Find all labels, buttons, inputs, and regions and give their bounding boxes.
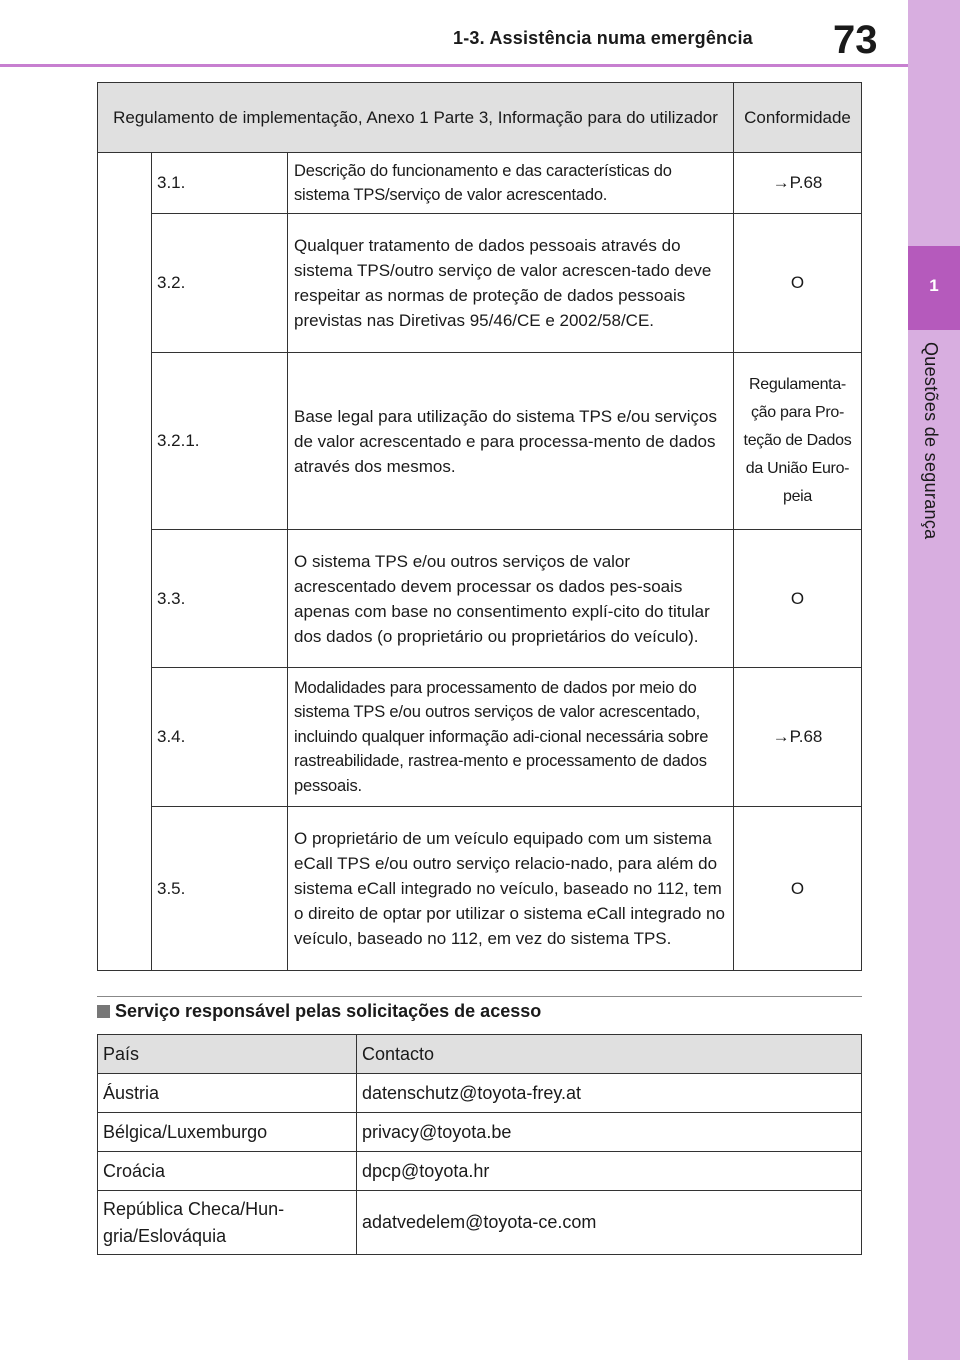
header-conformity: Conformidade	[734, 83, 862, 153]
row-description: Base legal para utilização do sistema TPS e/ou serviços de valor acrescentado e para processa-mento de dados através dos mesmos.	[288, 353, 734, 530]
row-description: Qualquer tratamento de dados pessoais através do sistema TPS/outro serviço de valor acrescen-tado deve respeitar as normas de proteção de dados pessoais previstas nas Diretivas 95/46/CE e 2002/58/CE.	[288, 214, 734, 353]
country-cell: Áustria	[98, 1074, 357, 1113]
row-conformity: Regulamenta-ção para Pro-teção de Dados da União Euro-peia	[734, 353, 862, 530]
section-divider	[97, 996, 862, 997]
row-number: 3.1.	[152, 153, 288, 214]
contact-cell: dpcp@toyota.hr	[357, 1152, 862, 1191]
row-conformity: →P.68	[734, 668, 862, 807]
table-row	[98, 1152, 862, 1191]
row-conformity: O	[734, 807, 862, 971]
contact-cell: datenschutz@toyota-frey.at	[357, 1074, 862, 1113]
table-header-row	[98, 83, 862, 153]
row-number: 3.2.1.	[152, 353, 288, 530]
header-divider	[0, 64, 908, 67]
section-heading-text: Serviço responsável pelas solicitações de acesso	[115, 1001, 542, 1021]
country-cell: Bélgica/Luxemburgo	[98, 1113, 357, 1152]
row-number: 3.5.	[152, 807, 288, 971]
table-row	[98, 530, 862, 668]
row-description: Descrição do funcionamento e das características do sistema TPS/serviço de valor acrescentado.	[288, 153, 734, 214]
chapter-number: 1	[929, 276, 939, 295]
table-row	[98, 353, 862, 530]
row-description: Modalidades para processamento de dados por meio do sistema TPS e/ou outros serviços de valor acrescentado, incluindo qualquer informação adi-cional necessária sobre rastreabilidade, rastrea-mento e processamento de dados pessoais.	[288, 668, 734, 807]
blank-column	[98, 153, 152, 971]
contact-cell: privacy@toyota.be	[357, 1113, 862, 1152]
country-cell: República Checa/Hun-gria/Eslováquia	[98, 1191, 357, 1255]
contact-table	[97, 1034, 862, 1255]
row-conformity: →P.68	[734, 153, 862, 214]
section-heading	[97, 1001, 541, 1022]
bullet-square-icon	[97, 1005, 110, 1018]
section-title: 1-3. Assistência numa emergência	[453, 28, 753, 48]
chapter-label: Questões de segurança	[921, 342, 941, 540]
header-country: País	[98, 1035, 357, 1074]
header-contact: Contacto	[357, 1035, 862, 1074]
regulation-table	[97, 82, 862, 971]
contact-cell: adatvedelem@toyota-ce.com	[357, 1191, 862, 1255]
table-row	[98, 1074, 862, 1113]
table-row	[98, 1191, 862, 1255]
row-number: 3.3.	[152, 530, 288, 668]
country-cell: Croácia	[98, 1152, 357, 1191]
row-description: O proprietário de um veículo equipado com um sistema eCall TPS e/ou outro serviço relacio-nado, para além do sistema eCall integrado no veículo, baseado no 112, tem o direito de optar por utilizar o sistema eCall integrado no veículo, baseado no 112, em vez do sistema TPS.	[288, 807, 734, 971]
chapter-side-tab	[908, 0, 960, 1360]
header-description: Regulamento de implementação, Anexo 1 Parte 3, Informação para do utilizador	[98, 83, 734, 153]
row-conformity: O	[734, 214, 862, 353]
table-row	[98, 668, 862, 807]
row-number: 3.2.	[152, 214, 288, 353]
row-conformity: O	[734, 530, 862, 668]
table-row	[98, 153, 862, 214]
page-number: 73	[833, 18, 878, 62]
table-row	[98, 1113, 862, 1152]
table-header-row	[98, 1035, 862, 1074]
table-row	[98, 214, 862, 353]
row-description: O sistema TPS e/ou outros serviços de valor acrescentado devem processar os dados pes-soais apenas com base no consentimento explí-cito do titular dos dados (o proprietário ou proprietários do veículo).	[288, 530, 734, 668]
table-row	[98, 807, 862, 971]
row-number: 3.4.	[152, 668, 288, 807]
